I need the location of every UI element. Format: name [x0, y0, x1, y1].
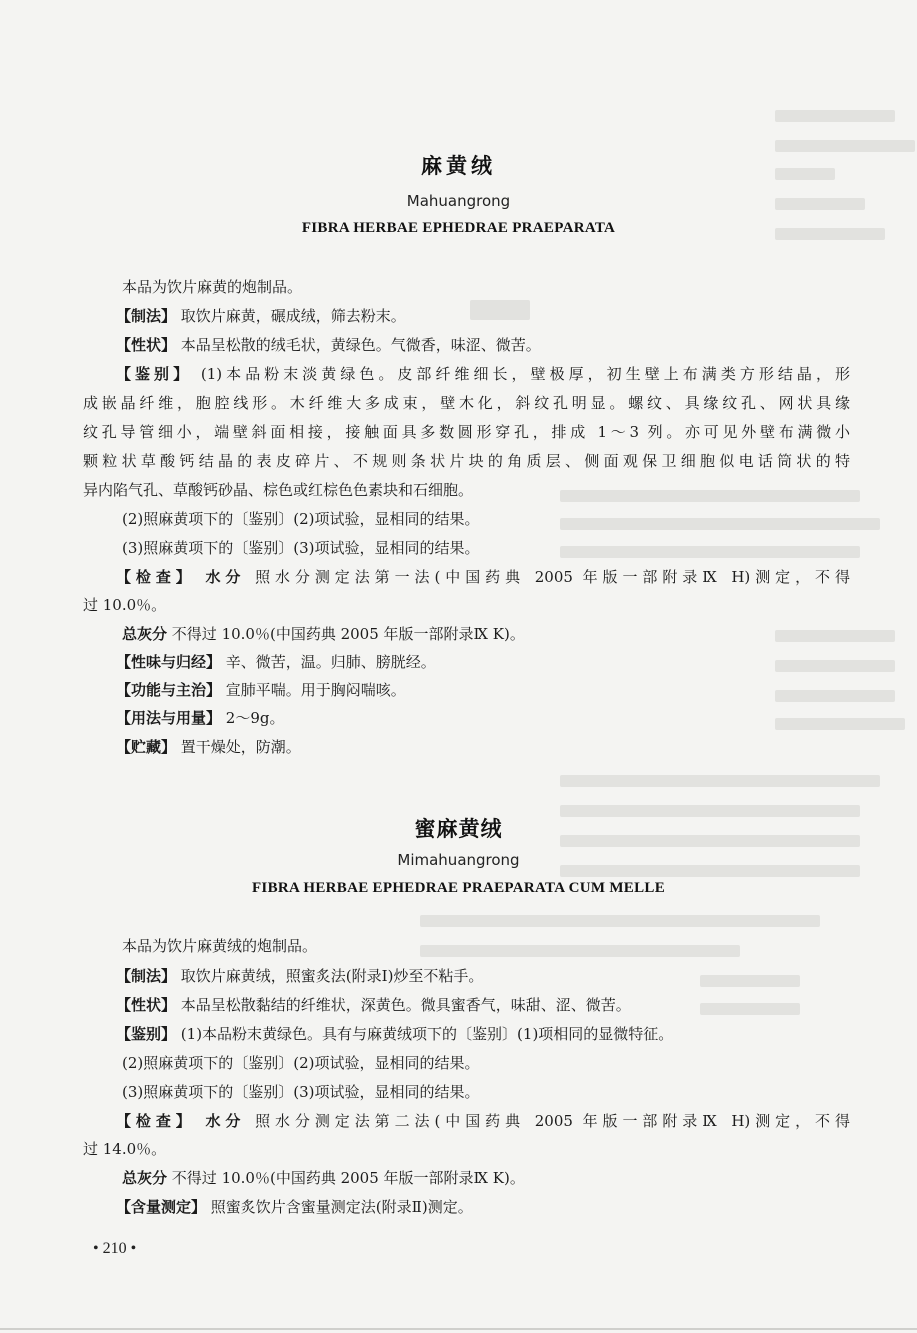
entry1-xingwei-text: 辛、微苦，温。归肺、膀胱经。 — [225, 653, 436, 671]
entry1-xingwei — [116, 652, 886, 672]
entry1-yongfa-text: 2～9g。 — [225, 709, 285, 727]
entry1-zhifa-tag: 【制法】 — [116, 307, 177, 325]
entry2-jianbie-text-1: (1)本品粉末黄绿色。具有与麻黄绒项下的〔鉴别〕(1)项相同的显微特征。 — [180, 1025, 674, 1043]
entry2-jianbie-2: (2)照麻黄项下的〔鉴别〕(2)项试验，显相同的结果。 — [122, 1054, 480, 1072]
entry2-jianbie-tag: 【鉴别】 — [116, 1025, 177, 1043]
entry2-hanliang-text: 照蜜炙饮片含蜜量测定法(附录Ⅱ)测定。 — [210, 1198, 473, 1216]
entry2-title-latin: FIBRA HERBAE EPHEDRAE PRAEPARATA CUM MELLE — [251, 880, 666, 896]
page-edge-rule — [0, 1328, 917, 1330]
entry2-shuifen-cont: 过 14.0％。 — [83, 1140, 167, 1158]
entry1-title-latin: FIBRA HERBAE EPHEDRAE PRAEPARATA — [301, 220, 616, 236]
entry1-zhifa-text: 取饮片麻黄，碾成绒，筛去粉末。 — [180, 307, 406, 325]
entry1-jiancha-line — [116, 567, 850, 587]
entry2-xingzhuang-text: 本品呈松散黏结的纤维状，深黄色。微具蜜香气，味甜、涩、微苦。 — [180, 996, 631, 1014]
entry2-shuifen-text: 照水分测定法第二法(中国药典 2005 年版一部附录Ⅸ H)测定，不得 — [255, 1112, 850, 1130]
entry2-hanliang-tag: 【含量测定】 — [116, 1198, 207, 1216]
entry1-zhucang — [116, 737, 886, 757]
entry1-yongfa — [116, 708, 886, 728]
entry2-zhifa-tag: 【制法】 — [116, 967, 177, 985]
entry1-jianbie-line-5: 异内陷气孔、草酸钙砂晶、棕色或红棕色色素块和石细胞。 — [83, 481, 474, 499]
entry1-zhifa — [116, 306, 886, 326]
entry2-jiancha-tag: 【检查】 — [116, 1112, 196, 1130]
entry1-jianbie-tag: 【鉴别】 — [116, 365, 193, 383]
entry2-xingzhuang — [116, 995, 886, 1015]
entry2-jiancha-line — [116, 1111, 850, 1131]
entry2-jianbie-3: (3)照麻黄项下的〔鉴别〕(3)项试验，显相同的结果。 — [122, 1083, 480, 1101]
entry1-jianbie-2: (2)照麻黄项下的〔鉴别〕(2)项试验，显相同的结果。 — [122, 510, 480, 528]
entry1-jianbie-text-1: (1)本品粉末淡黄绿色。皮部纤维细长，壁极厚，初生壁上布满类方形结晶，形 — [200, 365, 850, 383]
page-number: • 210 • — [93, 1240, 137, 1257]
entry1-title-cn: 麻黄绒 — [421, 154, 496, 178]
entry2-title-pinyin: Mimahuangrong — [397, 851, 520, 869]
entry2-zonghuifen — [122, 1168, 892, 1188]
entry1-intro: 本品为饮片麻黄的炮制品。 — [122, 278, 303, 296]
entry2-shuifen-label: 水分 — [205, 1112, 246, 1130]
entry1-jiancha-tag: 【检查】 — [116, 568, 196, 586]
entry1-title-pinyin: Mahuangrong — [406, 192, 511, 210]
entry1-jianbie-line-1 — [116, 364, 850, 384]
entry1-zonghuifen — [122, 624, 892, 644]
entry1-xingzhuang-text: 本品呈松散的绒毛状，黄绿色。气微香，味涩、微苦。 — [180, 336, 541, 354]
entry1-jianbie-line-4: 颗粒状草酸钙结晶的表皮碎片、不规则条状片块的角质层、侧面观保卫细胞似电话筒状的特 — [83, 452, 850, 470]
entry1-zonghuifen-text: 不得过 10.0％(中国药典 2005 年版一部附录Ⅸ K)。 — [171, 625, 525, 643]
entry1-yongfa-tag: 【用法与用量】 — [116, 709, 222, 727]
entry1-gongneng-tag: 【功能与主治】 — [116, 681, 222, 699]
entry2-intro: 本品为饮片麻黄绒的炮制品。 — [122, 937, 318, 955]
entry2-hanliang — [116, 1197, 886, 1217]
entry2-jianbie-1 — [116, 1024, 886, 1044]
entry1-zonghuifen-label: 总灰分 — [122, 625, 168, 643]
entry1-jianbie-line-2: 成嵌晶纤维，胞腔线形。木纤维大多成束，壁木化，斜纹孔明显。螺纹、具缘纹孔、网状具缘 — [83, 394, 850, 412]
entry1-jianbie-line-3: 纹孔导管细小，端壁斜面相接，接触面具多数圆形穿孔，排成 1～3 列。亦可见外壁布满微小 — [83, 423, 850, 441]
entry1-xingzhuang — [116, 335, 886, 355]
entry2-zonghuifen-text: 不得过 10.0％(中国药典 2005 年版一部附录Ⅸ K)。 — [171, 1169, 525, 1187]
entry1-xingzhuang-tag: 【性状】 — [116, 336, 177, 354]
entry1-shuifen-label: 水分 — [205, 568, 246, 586]
entry2-zonghuifen-label: 总灰分 — [122, 1169, 168, 1187]
entry2-zhifa — [116, 966, 886, 986]
entry1-xingwei-tag: 【性味与归经】 — [116, 653, 222, 671]
entry1-shuifen-cont: 过 10.0％。 — [83, 596, 167, 614]
entry1-gongneng-text: 宣肺平喘。用于胸闷喘咳。 — [225, 681, 406, 699]
entry1-jianbie-3: (3)照麻黄项下的〔鉴别〕(3)项试验，显相同的结果。 — [122, 539, 480, 557]
entry2-title-cn: 蜜麻黄绒 — [414, 817, 503, 841]
entry2-xingzhuang-tag: 【性状】 — [116, 996, 177, 1014]
entry1-zhucang-tag: 【贮藏】 — [116, 738, 177, 756]
entry2-zhifa-text: 取饮片麻黄绒，照蜜炙法(附录Ⅰ)炒至不粘手。 — [180, 967, 484, 985]
entry1-gongneng — [116, 680, 886, 700]
entry1-shuifen-text: 照水分测定法第一法(中国药典 2005 年版一部附录Ⅸ H)测定，不得 — [255, 568, 850, 586]
entry1-zhucang-text: 置干燥处，防潮。 — [180, 738, 301, 756]
